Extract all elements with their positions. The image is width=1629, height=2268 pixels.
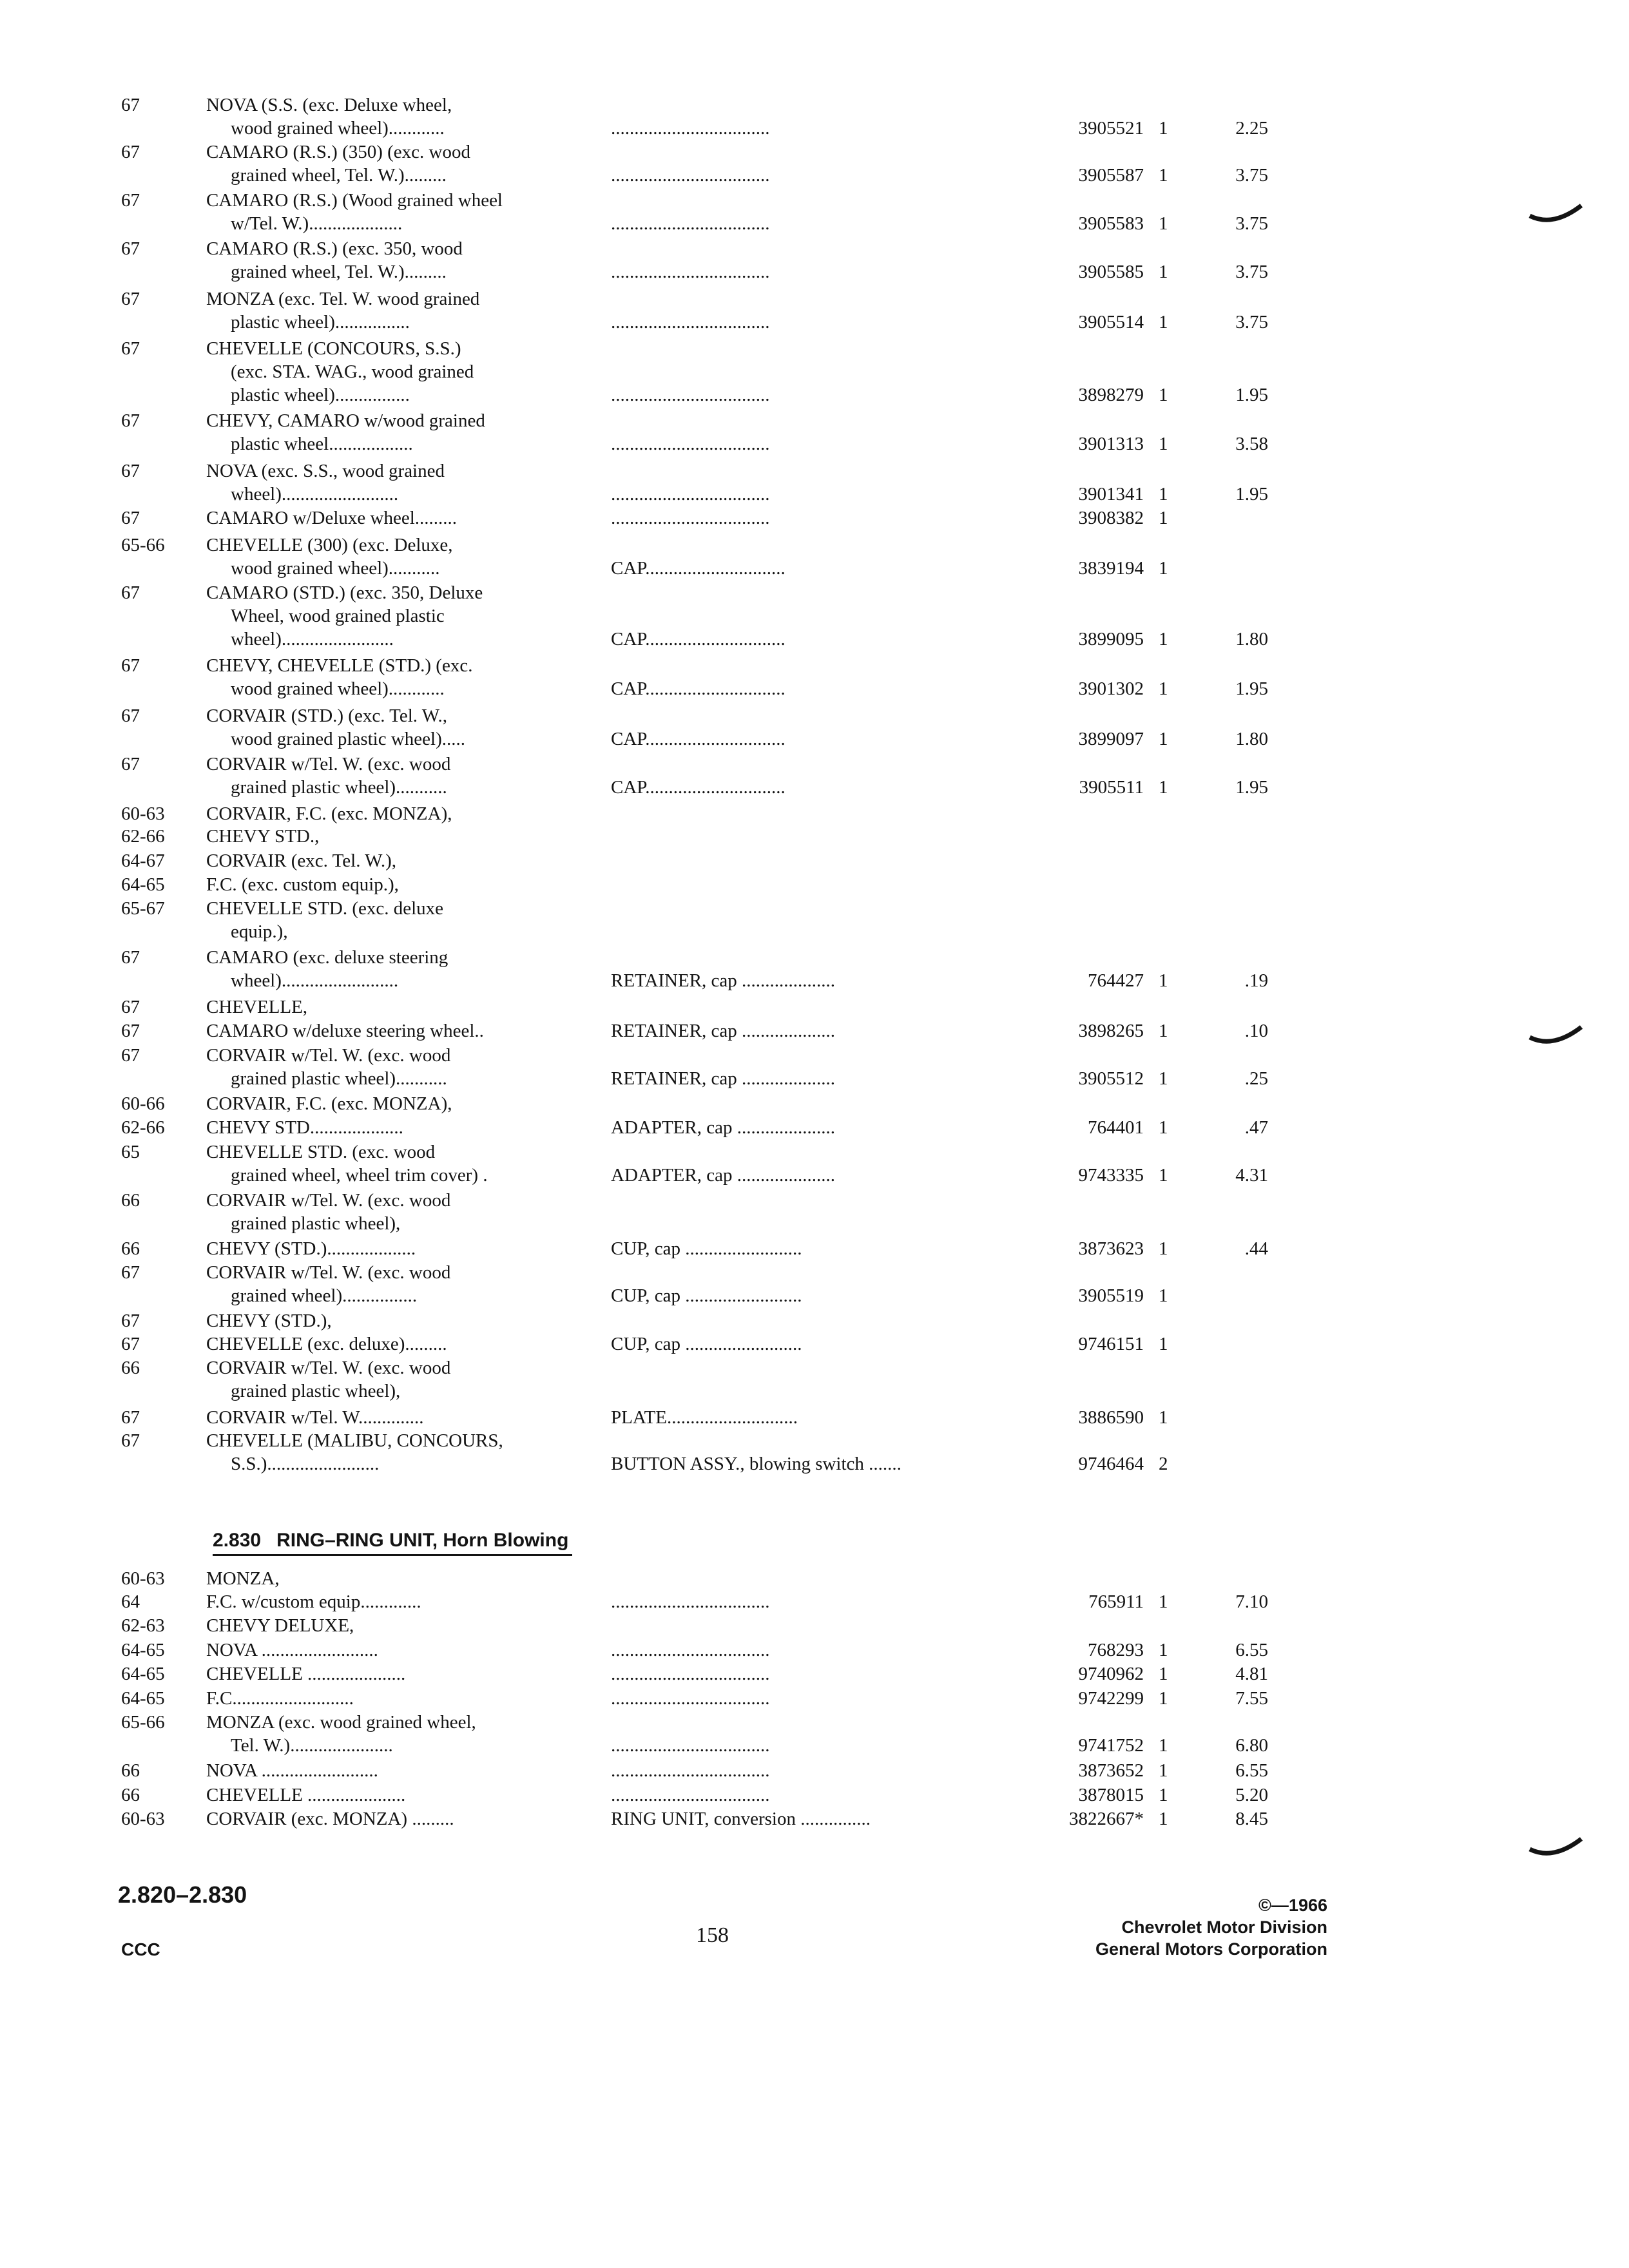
part-detail: .................................. <box>611 484 770 505</box>
model-description: CHEVELLE ..................... <box>206 1664 406 1684</box>
price: 3.75 <box>1235 213 1268 234</box>
model-description: grained wheel)................ <box>231 1285 418 1306</box>
model-description: grained wheel, wheel trim cover) . <box>231 1165 488 1186</box>
model-description: CORVAIR, F.C. (exc. MONZA), <box>206 1093 452 1114</box>
part-entry <box>0 1406 1629 1429</box>
part-number: 3899095 <box>1078 629 1144 649</box>
model-year: 67 <box>121 1045 140 1066</box>
quantity: 1 <box>1159 213 1168 234</box>
model-description: MONZA (exc. Tel. W. wood grained <box>206 289 480 309</box>
price: 3.75 <box>1235 165 1268 186</box>
part-detail: .................................. <box>611 1591 770 1612</box>
part-entry <box>0 1429 1629 1475</box>
part-entry <box>0 1662 1629 1686</box>
model-year: 66 <box>121 1785 140 1805</box>
model-year: 64-67 <box>121 850 165 871</box>
quantity: 1 <box>1159 1334 1168 1354</box>
model-year: 64-65 <box>121 1640 165 1660</box>
part-entry <box>0 1044 1629 1090</box>
part-number: 9740962 <box>1078 1664 1144 1684</box>
model-description: F.C. (exc. custom equip.), <box>206 874 399 895</box>
model-description: CHEVY, CAMARO w/wood grained <box>206 410 485 431</box>
model-description: S.S.)........................ <box>231 1454 380 1474</box>
part-entry <box>0 1639 1629 1662</box>
model-year: 66 <box>121 1190 140 1211</box>
part-entry <box>0 409 1629 456</box>
part-detail: .................................. <box>611 1688 770 1709</box>
model-description: wheel)........................ <box>231 629 394 649</box>
quantity: 1 <box>1159 1068 1168 1089</box>
part-entry <box>0 459 1629 506</box>
part-detail: CUP, cap ......................... <box>611 1334 802 1354</box>
model-description: CHEVELLE (MALIBU, CONCOURS, <box>206 1430 503 1451</box>
part-number: 3822667* <box>1069 1809 1144 1829</box>
model-description: F.C.......................... <box>206 1688 354 1709</box>
model-description: wood grained wheel)........... <box>231 558 440 579</box>
model-year: 62-66 <box>121 826 165 847</box>
part-entry <box>0 753 1629 799</box>
model-description: grained wheel, Tel. W.)......... <box>231 165 447 186</box>
quantity: 1 <box>1159 1688 1168 1709</box>
part-entry <box>0 946 1629 992</box>
model-description: CAMARO (R.S.) (Wood grained wheel <box>206 190 503 211</box>
price: .19 <box>1244 970 1268 991</box>
part-entry <box>0 189 1629 235</box>
quantity: 1 <box>1159 312 1168 332</box>
part-number: 3886590 <box>1078 1407 1144 1428</box>
model-description: CHEVY STD., <box>206 826 320 847</box>
model-description: CAMARO w/Deluxe wheel......... <box>206 508 458 528</box>
model-year: 67 <box>121 655 140 676</box>
quantity: 1 <box>1159 558 1168 579</box>
part-entry <box>0 581 1629 651</box>
part-number: 3899097 <box>1078 729 1144 749</box>
model-description: NOVA ......................... <box>206 1640 378 1660</box>
part-number: 3873623 <box>1078 1238 1144 1259</box>
part-number: 9741752 <box>1078 1735 1144 1756</box>
part-number: 3873652 <box>1078 1760 1144 1781</box>
model-year: 67 <box>121 1311 140 1331</box>
model-year: 66 <box>121 1760 140 1781</box>
part-detail: PLATE............................ <box>611 1407 798 1428</box>
part-detail: .................................. <box>611 385 770 405</box>
price: 1.95 <box>1235 484 1268 505</box>
part-entry <box>0 1807 1629 1831</box>
part-entry <box>0 849 1629 872</box>
part-entry <box>0 1189 1629 1235</box>
part-entry <box>0 1309 1629 1332</box>
quantity: 1 <box>1159 777 1168 798</box>
part-number: 9742299 <box>1078 1688 1144 1709</box>
price: 1.80 <box>1235 629 1268 649</box>
quantity: 1 <box>1159 970 1168 991</box>
quantity: 1 <box>1159 1760 1168 1781</box>
part-entry <box>0 1567 1629 1590</box>
model-description: wheel)......................... <box>231 484 399 505</box>
part-number: 3905512 <box>1078 1068 1144 1089</box>
part-entry <box>0 654 1629 700</box>
price: 4.81 <box>1235 1664 1268 1684</box>
part-detail: .................................. <box>611 1664 770 1684</box>
part-number: 764427 <box>1088 970 1144 991</box>
part-entry <box>0 1356 1629 1403</box>
quantity: 1 <box>1159 434 1168 454</box>
part-detail: .................................. <box>611 312 770 332</box>
quantity: 1 <box>1159 1640 1168 1660</box>
model-description: plastic wheel.................. <box>231 434 413 454</box>
model-description: CORVAIR w/Tel. W. (exc. wood <box>206 1358 451 1378</box>
price: 8.45 <box>1235 1809 1268 1829</box>
model-year: 67 <box>121 582 140 603</box>
price: 6.55 <box>1235 1640 1268 1660</box>
part-detail: RETAINER, cap .................... <box>611 970 836 991</box>
model-description: wood grained plastic wheel)..... <box>231 729 466 749</box>
part-number: 9743335 <box>1078 1165 1144 1186</box>
price: 2.25 <box>1235 118 1268 139</box>
part-detail: .................................. <box>611 213 770 234</box>
quantity: 1 <box>1159 1238 1168 1259</box>
price: 7.10 <box>1235 1591 1268 1612</box>
model-description: NOVA (S.S. (exc. Deluxe wheel, <box>206 95 452 115</box>
price: .44 <box>1244 1238 1268 1259</box>
part-number: 3898265 <box>1078 1021 1144 1041</box>
model-description: w/Tel. W.).................... <box>231 213 403 234</box>
model-description: CHEVELLE STD. (exc. deluxe <box>206 898 444 919</box>
part-number: 3905587 <box>1078 165 1144 186</box>
part-detail: ADAPTER, cap ..................... <box>611 1117 835 1138</box>
model-year: 62-63 <box>121 1615 165 1636</box>
model-year: 67 <box>121 1021 140 1041</box>
part-detail: .................................. <box>611 1640 770 1660</box>
price: 5.20 <box>1235 1785 1268 1805</box>
model-description: CHEVELLE (300) (exc. Deluxe, <box>206 535 453 555</box>
model-year: 67 <box>121 95 140 115</box>
part-entry <box>0 897 1629 943</box>
part-number: 768293 <box>1088 1640 1144 1660</box>
part-number: 3901341 <box>1078 484 1144 505</box>
part-entry <box>0 1092 1629 1115</box>
model-year: 60-63 <box>121 1568 165 1589</box>
model-description: Wheel, wood grained plastic <box>231 606 445 626</box>
part-detail: .................................. <box>611 1785 770 1805</box>
part-entry <box>0 1261 1629 1307</box>
quantity: 1 <box>1159 1664 1168 1684</box>
model-year: 60-63 <box>121 1809 165 1829</box>
model-year: 67 <box>121 1334 140 1354</box>
model-year: 67 <box>121 947 140 968</box>
model-description: Tel. W.)...................... <box>231 1735 393 1756</box>
model-description: grained plastic wheel), <box>231 1213 401 1234</box>
part-detail: RETAINER, cap .................... <box>611 1021 836 1041</box>
price: .25 <box>1244 1068 1268 1089</box>
part-entry <box>0 337 1629 407</box>
model-description: CORVAIR w/Tel. W. (exc. wood <box>206 1190 451 1211</box>
part-detail: CAP.............................. <box>611 558 786 579</box>
part-entry <box>0 1590 1629 1613</box>
part-detail: .................................. <box>611 508 770 528</box>
model-year: 67 <box>121 1430 140 1451</box>
price: 1.95 <box>1235 385 1268 405</box>
section-heading <box>213 1530 572 1556</box>
section-number: 2.830 <box>213 1530 262 1551</box>
model-description: equip.), <box>231 921 288 942</box>
footer-ccc: CCC <box>121 1939 160 1959</box>
model-year: 67 <box>121 1262 140 1283</box>
part-entry <box>0 1140 1629 1187</box>
part-number: 3905521 <box>1078 118 1144 139</box>
quantity: 2 <box>1159 1454 1168 1474</box>
price: 3.75 <box>1235 262 1268 282</box>
model-year: 65-67 <box>121 898 165 919</box>
quantity: 1 <box>1159 1117 1168 1138</box>
model-year: 67 <box>121 1407 140 1428</box>
model-year: 64-65 <box>121 874 165 895</box>
model-year: 67 <box>121 238 140 259</box>
model-description: CORVAIR (STD.) (exc. Tel. W., <box>206 706 447 726</box>
model-year: 66 <box>121 1238 140 1259</box>
model-year: 67 <box>121 754 140 774</box>
quantity: 1 <box>1159 1591 1168 1612</box>
model-year: 65-66 <box>121 1712 165 1733</box>
quantity: 1 <box>1159 678 1168 699</box>
model-year: 64-65 <box>121 1688 165 1709</box>
part-number: 9746151 <box>1078 1334 1144 1354</box>
quantity: 1 <box>1159 118 1168 139</box>
model-year: 67 <box>121 997 140 1017</box>
model-year: 67 <box>121 461 140 481</box>
price: 7.55 <box>1235 1688 1268 1709</box>
part-entry <box>0 704 1629 751</box>
price: 6.55 <box>1235 1760 1268 1781</box>
part-detail: RING UNIT, conversion ............... <box>611 1809 871 1829</box>
model-description: CORVAIR w/Tel. W.............. <box>206 1407 424 1428</box>
model-description: CHEVELLE STD. (exc. wood <box>206 1142 436 1162</box>
price: 3.75 <box>1235 312 1268 332</box>
part-entry <box>0 533 1629 580</box>
footer-section-code: 2.820–2.830 <box>118 1881 247 1908</box>
model-description: grained wheel, Tel. W.)......... <box>231 262 447 282</box>
part-number: 3901302 <box>1078 678 1144 699</box>
part-entry <box>0 1332 1629 1356</box>
part-entry <box>0 1687 1629 1710</box>
model-year: 67 <box>121 338 140 359</box>
part-number: 3905583 <box>1078 213 1144 234</box>
model-year: 65 <box>121 1142 140 1162</box>
model-description: CAMARO (R.S.) (350) (exc. wood <box>206 142 470 162</box>
part-entry <box>0 506 1629 530</box>
part-detail: CAP.............................. <box>611 678 786 699</box>
model-year: 67 <box>121 410 140 431</box>
division-name: Chevrolet Motor Division <box>1121 1917 1327 1937</box>
model-year: 67 <box>121 289 140 309</box>
part-number: 3905511 <box>1079 777 1144 798</box>
model-description: MONZA, <box>206 1568 280 1589</box>
model-description: CHEVY (STD.)................... <box>206 1238 416 1259</box>
model-description: CAMARO (exc. deluxe steering <box>206 947 448 968</box>
part-entry <box>0 1019 1629 1043</box>
part-number: 3839194 <box>1078 558 1144 579</box>
part-number: 3908382 <box>1078 508 1144 528</box>
part-entry <box>0 287 1629 334</box>
part-entry <box>0 1614 1629 1637</box>
part-number: 3905514 <box>1078 312 1144 332</box>
part-number: 3905585 <box>1078 262 1144 282</box>
model-description: CHEVELLE (CONCOURS, S.S.) <box>206 338 461 359</box>
part-detail: .................................. <box>611 165 770 186</box>
model-description: CAMARO (STD.) (exc. 350, Deluxe <box>206 582 483 603</box>
model-description: CORVAIR w/Tel. W. (exc. wood <box>206 1262 451 1283</box>
part-number: 764401 <box>1088 1117 1144 1138</box>
quantity: 1 <box>1159 629 1168 649</box>
model-description: grained plastic wheel), <box>231 1381 401 1401</box>
part-detail: CAP.............................. <box>611 729 786 749</box>
quantity: 1 <box>1159 729 1168 749</box>
model-description: CHEVY, CHEVELLE (STD.) (exc. <box>206 655 473 676</box>
part-entry <box>0 1783 1629 1807</box>
model-description: plastic wheel)................ <box>231 312 410 332</box>
model-year: 67 <box>121 706 140 726</box>
part-detail: .................................. <box>611 118 770 139</box>
model-year: 67 <box>121 190 140 211</box>
model-description: NOVA (exc. S.S., wood grained <box>206 461 445 481</box>
model-year: 67 <box>121 508 140 528</box>
model-description: CHEVY STD.................... <box>206 1117 403 1138</box>
model-description: CHEVY DELUXE, <box>206 1615 354 1636</box>
quantity: 1 <box>1159 1285 1168 1306</box>
part-entry <box>0 237 1629 284</box>
quantity: 1 <box>1159 1165 1168 1186</box>
part-entry <box>0 825 1629 848</box>
part-detail: .................................. <box>611 1760 770 1781</box>
part-number: 3878015 <box>1078 1785 1144 1805</box>
part-number: 3905519 <box>1078 1285 1144 1306</box>
model-year: 60-63 <box>121 803 165 824</box>
part-detail: CAP.............................. <box>611 777 786 798</box>
model-description: CORVAIR (exc. Tel. W.), <box>206 850 397 871</box>
copyright-year: ©—1966 <box>1258 1896 1327 1915</box>
part-detail: ADAPTER, cap ..................... <box>611 1165 835 1186</box>
section-title: RING–RING UNIT, Horn Blowing <box>276 1530 569 1551</box>
quantity: 1 <box>1159 508 1168 528</box>
model-description: MONZA (exc. wood grained wheel, <box>206 1712 476 1733</box>
model-year: 64 <box>121 1591 140 1612</box>
price: 3.58 <box>1235 434 1268 454</box>
price: 6.80 <box>1235 1735 1268 1756</box>
binder-mark <box>1527 1830 1585 1862</box>
part-entry <box>0 1759 1629 1782</box>
part-entry <box>0 93 1629 140</box>
model-year: 64-65 <box>121 1664 165 1684</box>
quantity: 1 <box>1159 385 1168 405</box>
footer-copyright-block <box>1057 1894 1327 1960</box>
model-description: CORVAIR w/Tel. W. (exc. wood <box>206 754 451 774</box>
part-entry <box>0 995 1629 1019</box>
model-description: wood grained wheel)............ <box>231 678 445 699</box>
model-description: wood grained wheel)............ <box>231 118 445 139</box>
part-detail: .................................. <box>611 1735 770 1756</box>
model-description: CAMARO w/deluxe steering wheel.. <box>206 1021 484 1041</box>
quantity: 1 <box>1159 165 1168 186</box>
model-year: 67 <box>121 142 140 162</box>
model-description: CORVAIR w/Tel. W. (exc. wood <box>206 1045 451 1066</box>
model-year: 65-66 <box>121 535 165 555</box>
model-description: grained plastic wheel)........... <box>231 777 447 798</box>
model-description: CAMARO (R.S.) (exc. 350, wood <box>206 238 463 259</box>
model-description: (exc. STA. WAG., wood grained <box>231 361 474 382</box>
quantity: 1 <box>1159 1785 1168 1805</box>
price: .47 <box>1244 1117 1268 1138</box>
part-entry <box>0 1711 1629 1757</box>
quantity: 1 <box>1159 1407 1168 1428</box>
part-detail: BUTTON ASSY., blowing switch ....... <box>611 1454 901 1474</box>
binder-mark <box>1527 197 1585 229</box>
model-description: CORVAIR (exc. MONZA) ......... <box>206 1809 454 1829</box>
model-description: CHEVY (STD.), <box>206 1311 332 1331</box>
model-description: wheel)......................... <box>231 970 399 991</box>
binder-mark <box>1527 1018 1585 1050</box>
quantity: 1 <box>1159 1021 1168 1041</box>
price: 1.95 <box>1235 678 1268 699</box>
price: 4.31 <box>1235 1165 1268 1186</box>
part-detail: CUP, cap ......................... <box>611 1238 802 1259</box>
quantity: 1 <box>1159 1809 1168 1829</box>
model-year: 60-66 <box>121 1093 165 1114</box>
part-entry <box>0 1116 1629 1139</box>
quantity: 1 <box>1159 484 1168 505</box>
model-description: CHEVELLE, <box>206 997 308 1017</box>
price: .10 <box>1244 1021 1268 1041</box>
part-detail: .................................. <box>611 434 770 454</box>
model-description: CHEVELLE ..................... <box>206 1785 406 1805</box>
part-detail: CAP.............................. <box>611 629 786 649</box>
part-number: 3901313 <box>1078 434 1144 454</box>
part-number: 9746464 <box>1078 1454 1144 1474</box>
model-description: F.C. w/custom equip............. <box>206 1591 421 1612</box>
model-year: 62-66 <box>121 1117 165 1138</box>
part-entry <box>0 140 1629 187</box>
part-detail: CUP, cap ......................... <box>611 1285 802 1306</box>
page-number: 158 <box>696 1923 729 1947</box>
model-description: NOVA ......................... <box>206 1760 378 1781</box>
model-description: grained plastic wheel)........... <box>231 1068 447 1089</box>
part-number: 765911 <box>1088 1591 1144 1612</box>
part-number: 3898279 <box>1078 385 1144 405</box>
model-description: plastic wheel)................ <box>231 385 410 405</box>
part-detail: RETAINER, cap .................... <box>611 1068 836 1089</box>
part-entry <box>0 1237 1629 1260</box>
corporation-name: General Motors Corporation <box>1095 1939 1327 1959</box>
model-description: CHEVELLE (exc. deluxe)......... <box>206 1334 447 1354</box>
quantity: 1 <box>1159 262 1168 282</box>
part-entry <box>0 802 1629 825</box>
part-entry <box>0 873 1629 896</box>
quantity: 1 <box>1159 1735 1168 1756</box>
model-year: 66 <box>121 1358 140 1378</box>
part-detail: .................................. <box>611 262 770 282</box>
price: 1.95 <box>1235 777 1268 798</box>
price: 1.80 <box>1235 729 1268 749</box>
model-description: CORVAIR, F.C. (exc. MONZA), <box>206 803 452 824</box>
